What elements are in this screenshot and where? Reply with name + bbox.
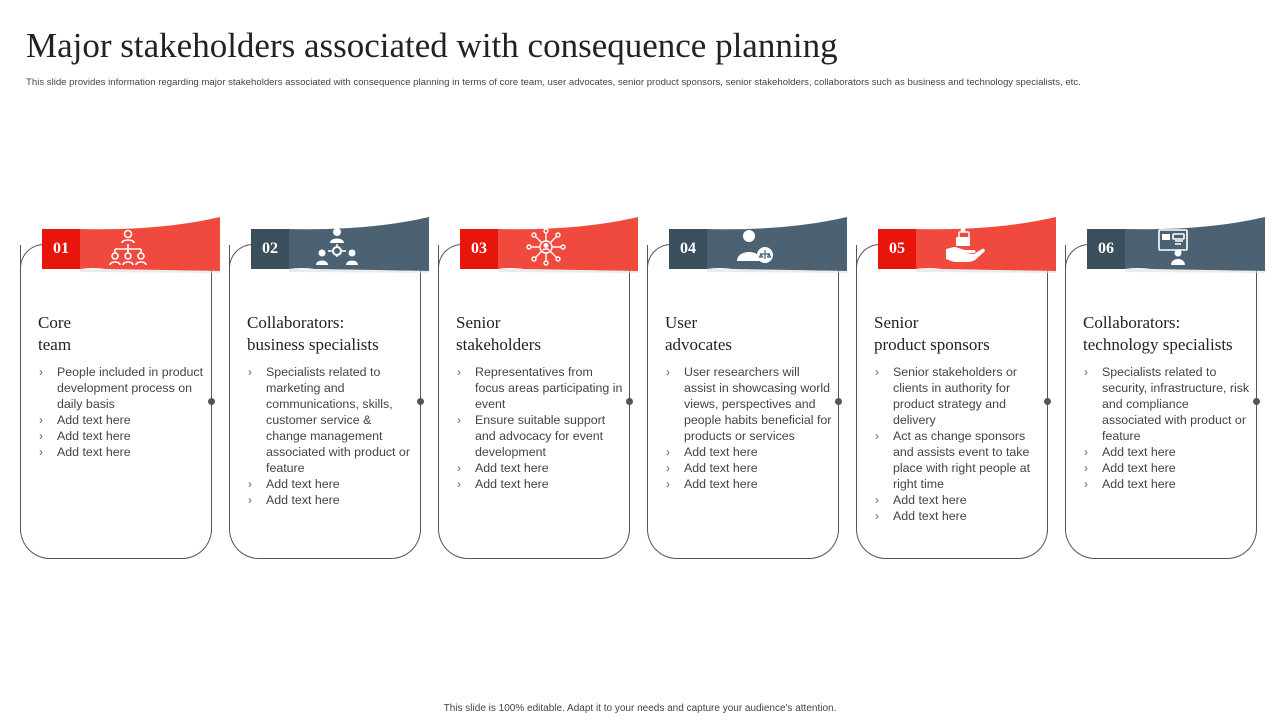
- card-heading: [874, 312, 1046, 356]
- card-heading: [247, 312, 419, 356]
- card-bullet: › Add text here: [456, 460, 624, 476]
- card-connector-line: [420, 372, 421, 532]
- card-heading: [456, 312, 628, 356]
- card-connector-dot: [1044, 398, 1051, 405]
- card-banner: [249, 215, 429, 273]
- hub-network-icon: [524, 227, 568, 267]
- card-banner: [40, 215, 220, 273]
- card-heading-line: Core: [38, 313, 72, 332]
- stakeholder-card: [1065, 215, 1257, 559]
- card-bullet-list: [247, 364, 415, 508]
- card-bullet: › Add text here: [1083, 444, 1251, 460]
- card-bullet-list: [874, 364, 1042, 524]
- card-connector-line: [629, 372, 630, 532]
- stakeholder-card: [229, 215, 421, 559]
- card-heading-line: technology specialists: [1083, 335, 1233, 354]
- card-bullet: › Add text here: [874, 508, 1042, 524]
- hand-money-icon: [942, 227, 986, 267]
- stakeholder-card: [856, 215, 1048, 559]
- card-heading-line: advocates: [665, 335, 733, 354]
- card-bullet: › Add text here: [247, 492, 415, 508]
- card-bullet: › Representatives from focus areas participating in event: [456, 364, 624, 412]
- card-connector-line: [1256, 372, 1257, 532]
- card-bullet-list: [1083, 364, 1251, 492]
- card-number: 03: [460, 229, 498, 269]
- card-bullet: › Act as change sponsors and assists event to take place with right people at right time: [874, 428, 1042, 492]
- card-bullet-list: [456, 364, 624, 492]
- card-connector-dot: [417, 398, 424, 405]
- card-bullet: › People included in product development process on daily basis: [38, 364, 206, 412]
- card-banner: [458, 215, 638, 273]
- card-bullet: › Specialists related to marketing and communications, skills, customer service & change management associated with product or feature: [247, 364, 415, 476]
- card-bullet: › Add text here: [247, 476, 415, 492]
- card-connector-dot: [1253, 398, 1260, 405]
- card-banner: [876, 215, 1056, 273]
- card-bullet: › Specialists related to security, infrastructure, risk and compliance associated with product or feature: [1083, 364, 1251, 444]
- user-presentation-icon: [1151, 227, 1195, 267]
- card-heading: [665, 312, 837, 356]
- card-heading-line: Collaborators:: [247, 313, 345, 332]
- card-connector-line: [1047, 372, 1048, 532]
- card-heading-line: Collaborators:: [1083, 313, 1181, 332]
- card-number: 04: [669, 229, 707, 269]
- team-network-icon: [315, 227, 359, 267]
- card-heading-line: stakeholders: [456, 335, 541, 354]
- card-bullet: › Add text here: [665, 460, 833, 476]
- card-connector-dot: [835, 398, 842, 405]
- card-bullet: › Add text here: [38, 412, 206, 428]
- hierarchy-icon: [106, 227, 150, 267]
- card-bullet-list: [665, 364, 833, 492]
- card-heading-line: product sponsors: [874, 335, 990, 354]
- card-bullet: › Ensure suitable support and advocacy for event development: [456, 412, 624, 460]
- card-bullet: › User researchers will assist in showcasing world views, perspectives and people habits beneficial for products or services: [665, 364, 833, 444]
- card-heading: [1083, 312, 1255, 356]
- card-bullet: › Add text here: [665, 476, 833, 492]
- card-bullet: › Senior stakeholders or clients in authority for product strategy and delivery: [874, 364, 1042, 428]
- card-heading: [38, 312, 210, 356]
- card-banner: [1085, 215, 1265, 273]
- card-bullet-list: [38, 364, 206, 460]
- card-heading-line: team: [38, 335, 72, 354]
- stakeholder-card: [647, 215, 839, 559]
- card-number: 06: [1087, 229, 1125, 269]
- card-connector-line: [211, 372, 212, 532]
- slide-footer: This slide is 100% editable. Adapt it to your needs and capture your audience's attention.: [443, 703, 837, 714]
- slide-subtitle: This slide provides information regarding major stakeholders associated with consequence planning in terms of core team, user advocates, senior product sponsors, senior stakeholders, collaborators such as business and technology specialists, etc.: [26, 77, 1081, 88]
- card-heading-line: User: [665, 313, 698, 332]
- card-heading-line: Senior: [456, 313, 501, 332]
- card-bullet: › Add text here: [38, 428, 206, 444]
- card-bullet: › Add text here: [665, 444, 833, 460]
- card-connector-line: [838, 372, 839, 532]
- card-number: 02: [251, 229, 289, 269]
- card-bullet: › Add text here: [38, 444, 206, 460]
- card-bullet: › Add text here: [1083, 460, 1251, 476]
- card-number: 01: [42, 229, 80, 269]
- stakeholder-card: [438, 215, 630, 559]
- card-bullet: › Add text here: [456, 476, 624, 492]
- card-heading-line: business specialists: [247, 335, 379, 354]
- card-connector-dot: [626, 398, 633, 405]
- user-scale-icon: [733, 227, 777, 267]
- card-number: 05: [878, 229, 916, 269]
- card-bullet: › Add text here: [874, 492, 1042, 508]
- card-heading-line: Senior: [874, 313, 919, 332]
- stakeholder-card: [20, 215, 212, 559]
- card-banner: [667, 215, 847, 273]
- slide-title: Major stakeholders associated with consequence planning: [26, 26, 838, 65]
- card-bullet: › Add text here: [1083, 476, 1251, 492]
- card-connector-dot: [208, 398, 215, 405]
